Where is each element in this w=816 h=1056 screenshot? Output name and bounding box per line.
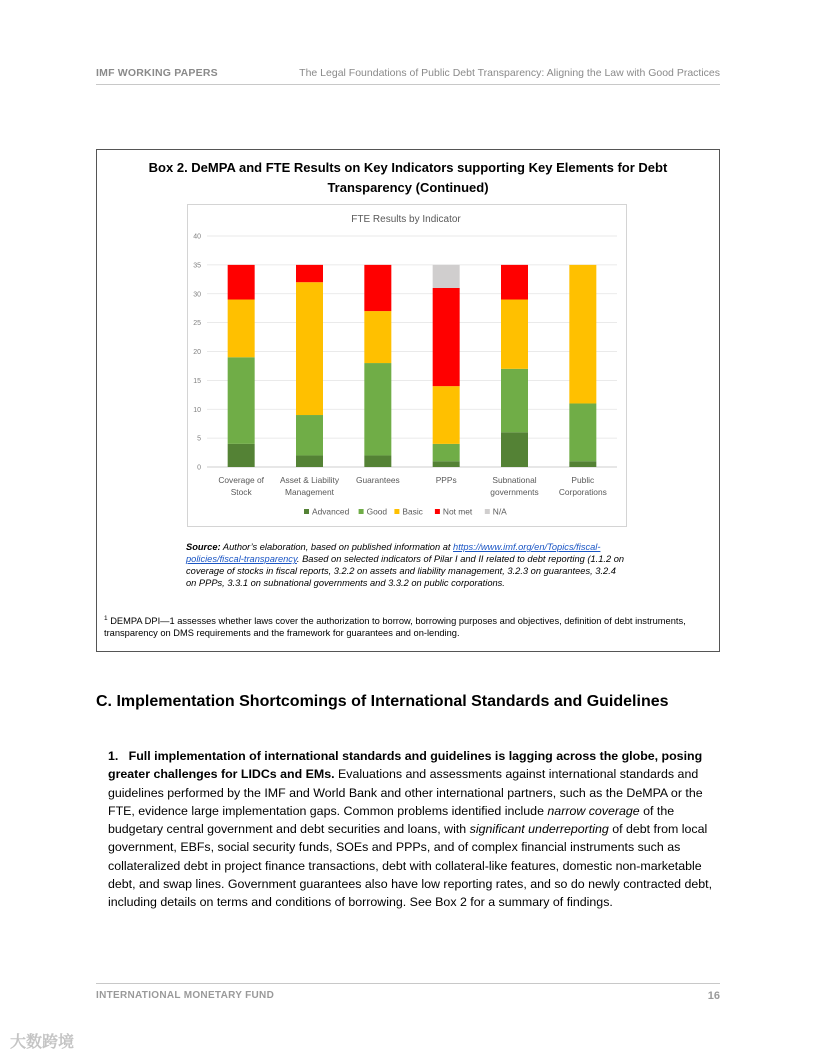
paragraph-text-3: of debt from local government, EBFs, social security funds, SOEs and PPPs, and of complex financial instruments such as collateralized debt in project finance transactions, debt with collateral-like features, domestic non-marketable debt, and swap lines. Government guarantees also have low reporting rates, and so do newly contracted debt, including details on terms and conditions of borrowing. See Box 2 for a summary of findings. <box>108 822 713 910</box>
bar-segment <box>364 265 391 311</box>
footnote-text: DEMPA DPI—1 assesses whether laws cover the authorization to borrow, borrowing purposes and objectives, definition of debt instruments, transparency on DMS requirements and the framework for guarantees and on-lending. <box>104 616 686 639</box>
y-tick-label: 25 <box>193 320 201 328</box>
paragraph-italic-1: narrow coverage <box>547 803 640 818</box>
x-tick-label: Stock <box>230 487 252 497</box>
bar-segment <box>433 265 460 288</box>
bar-segment <box>433 461 460 467</box>
running-header-title: The Legal Foundations of Public Debt Transparency: Aligning the Law with Good Practices <box>299 67 720 79</box>
paragraph-lead: Full implementation of international standards and guidelines is lagging across the globe, posing greater challenges for LIDCs and EMs. <box>108 749 703 782</box>
bar-segment <box>364 455 391 467</box>
bar-segment <box>228 357 255 444</box>
legend-swatch <box>304 509 309 514</box>
section-heading: C. Implementation Shortcomings of International Standards and Guidelines <box>96 693 669 710</box>
y-tick-label: 40 <box>193 233 201 241</box>
x-tick-label: Asset & Liability <box>279 475 340 485</box>
source-note <box>186 541 626 589</box>
x-tick-label: governments <box>490 487 539 497</box>
footnote-mark: 1 <box>104 615 108 622</box>
footer-divider <box>96 983 720 984</box>
bar-segment <box>296 455 323 467</box>
page-number: 16 <box>707 990 720 1002</box>
bar-segment <box>433 386 460 444</box>
x-tick-label: Subnational <box>492 475 537 485</box>
x-tick-label: PPPs <box>435 475 457 485</box>
bar-segment <box>569 265 596 404</box>
bar-segment <box>433 444 460 461</box>
bar-segment <box>228 300 255 358</box>
header-divider <box>96 84 720 85</box>
x-tick-label: Corporations <box>558 487 607 497</box>
x-tick-label: Guarantees <box>355 475 400 485</box>
bar-segment <box>296 282 323 415</box>
footer-label: INTERNATIONAL MONETARY FUND <box>96 990 275 1001</box>
source-link[interactable]: https://www.imf.org/en/Topics/fiscal-policies/fiscal-transparency <box>186 542 601 565</box>
bar-segment <box>501 369 528 433</box>
paragraph-text-1: Evaluations and assessments against international standards and guidelines performed by the IMF and World Bank and other international partners, such as the DeMPA or the FTE, evidence large implementation gaps. Common problems identified include <box>108 767 703 818</box>
bar-segment <box>569 403 596 461</box>
y-tick-label: 15 <box>193 377 201 385</box>
bar-segment <box>501 432 528 467</box>
legend-label: Basic <box>402 506 423 517</box>
chart-title: FTE Results by Indicator <box>351 214 461 225</box>
paragraph-text-2: of the budgetary central government and debt securities and loans, with <box>108 803 675 837</box>
bar-segment <box>364 311 391 363</box>
box-footnote <box>104 613 700 639</box>
bar-segment <box>569 461 596 467</box>
bar-segment <box>296 415 323 455</box>
legend-label: Not met <box>442 506 473 517</box>
bar-segment <box>228 444 255 467</box>
x-tick-label: Management <box>285 487 334 497</box>
source-text-2: . Based on selected indicators of Pilar I and II related to debt reporting (1.1.2 on coverage of stocks in fiscal reports, 3.2.2 on assets and liability management, 3.2.3 on guarantees, 3.2.4 on PPPs, 3.3.1 on subnational governments and 3.3.2 on public corporations. <box>186 554 625 589</box>
x-tick-label: Coverage of <box>218 475 264 485</box>
fte-results-chart <box>187 204 625 525</box>
legend-swatch <box>435 509 440 514</box>
y-tick-label: 30 <box>193 291 201 299</box>
y-tick-label: 20 <box>193 349 201 356</box>
y-tick-label: 10 <box>193 406 201 414</box>
source-text-1: Author’s elaboration, based on published information at <box>220 542 454 552</box>
legend-swatch <box>394 509 399 514</box>
y-tick-label: 5 <box>197 435 201 443</box>
legend-label: Advanced <box>312 506 350 517</box>
bar-segment <box>364 363 391 455</box>
bar-segment <box>501 300 528 369</box>
x-tick-label: Public <box>571 475 595 485</box>
legend-label: Good <box>366 506 388 517</box>
bar-segment <box>228 265 255 300</box>
y-tick-label: 0 <box>197 464 201 472</box>
running-header-left: IMF WORKING PAPERS <box>96 67 218 79</box>
bar-segment <box>433 288 460 386</box>
bar-segment <box>296 265 323 282</box>
legend-swatch <box>485 509 490 514</box>
legend-swatch <box>359 509 364 514</box>
bar-segment <box>501 265 528 300</box>
legend-label: N/A <box>492 506 507 517</box>
paragraph-number: 1. <box>108 749 119 763</box>
paragraph-italic-2: significant underreporting <box>469 822 609 837</box>
source-label: Source: <box>186 542 221 552</box>
box-title: Box 2. DeMPA and FTE Results on Key Indicators supporting Key Elements for Debt Transparency (Continued) <box>148 160 668 195</box>
watermark: 大数跨境 <box>10 1034 75 1051</box>
body-paragraph <box>108 747 720 912</box>
y-tick-label: 35 <box>193 262 201 270</box>
